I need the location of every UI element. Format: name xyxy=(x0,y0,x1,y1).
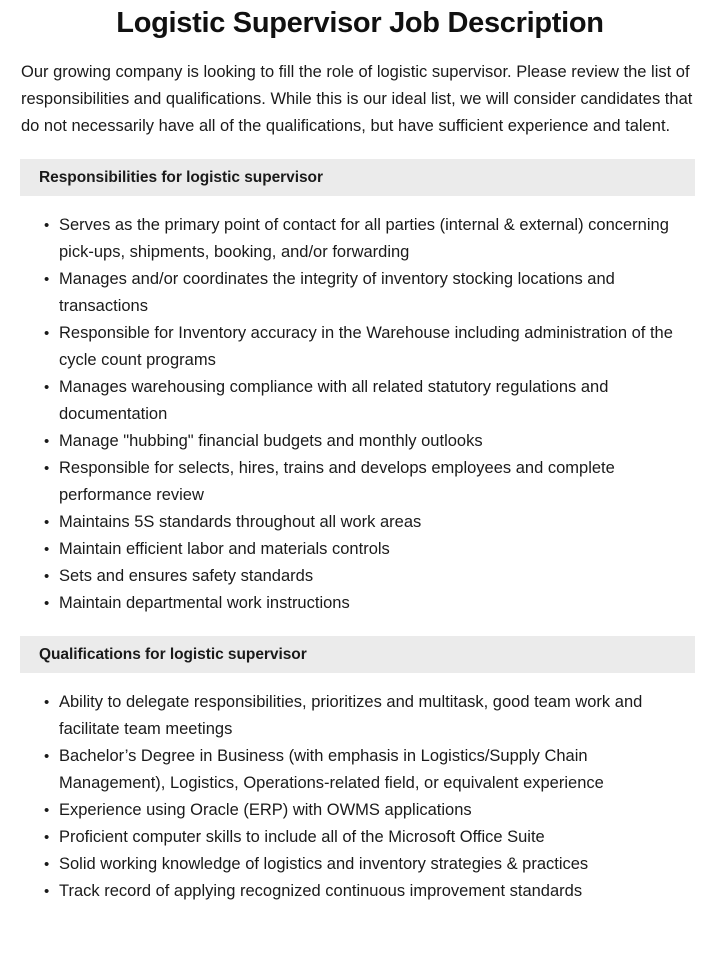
list-item: • Maintain efficient labor and materials controls xyxy=(44,536,694,563)
section-heading-qualifications: Qualifications for logistic supervisor xyxy=(39,645,307,663)
list-item: • Sets and ensures safety standards xyxy=(44,563,694,590)
section-heading-responsibilities: Responsibilities for logistic supervisor xyxy=(39,168,323,186)
list-item: • Responsible for selects, hires, trains and develops employees and complete performance review xyxy=(44,455,694,509)
list-item: • Responsible for Inventory accuracy in the Warehouse including administration of the cycle count programs xyxy=(44,320,694,374)
list-item: • Ability to delegate responsibilities, prioritizes and multitask, good team work and facilitate team meetings xyxy=(44,689,694,743)
list-item: • Solid working knowledge of logistics and inventory strategies & practices xyxy=(44,851,694,878)
section-header-band-responsibilities xyxy=(20,159,695,196)
list-item: • Serves as the primary point of contact for all parties (internal & external) concerning pick-ups, shipments, booking, and/or forwarding xyxy=(44,212,694,266)
list-item: • Manages warehousing compliance with all related statutory regulations and documentation xyxy=(44,374,694,428)
list-item: • Maintains 5S standards throughout all work areas xyxy=(44,509,694,536)
list-item: • Bachelor’s Degree in Business (with emphasis in Logistics/Supply Chain Management), Logistics, Operations-related field, or equivalent experience xyxy=(44,743,694,797)
list-item: • Experience using Oracle (ERP) with OWMS applications xyxy=(44,797,694,824)
list-item: • Maintain departmental work instructions xyxy=(44,590,694,617)
list-item: • Manages and/or coordinates the integrity of inventory stocking locations and transactions xyxy=(44,266,694,320)
section-header-band-qualifications xyxy=(20,636,695,673)
responsibilities-list xyxy=(0,196,720,617)
section-qualifications xyxy=(0,636,720,905)
list-item: • Manage "hubbing" financial budgets and monthly outlooks xyxy=(44,428,694,455)
section-responsibilities xyxy=(0,159,720,617)
qualifications-list xyxy=(0,673,720,905)
page-title: Logistic Supervisor Job Description xyxy=(116,7,604,39)
intro-paragraph: Our growing company is looking to fill the role of logistic supervisor. Please review the list of responsibilities and qualifications. While this is our ideal list, we will consider candidates that do not necessarily have all of the qualifications, but have sufficient experience and talent. xyxy=(21,63,693,135)
list-item: • Proficient computer skills to include all of the Microsoft Office Suite xyxy=(44,824,694,851)
list-item: • Track record of applying recognized continuous improvement standards xyxy=(44,878,694,905)
